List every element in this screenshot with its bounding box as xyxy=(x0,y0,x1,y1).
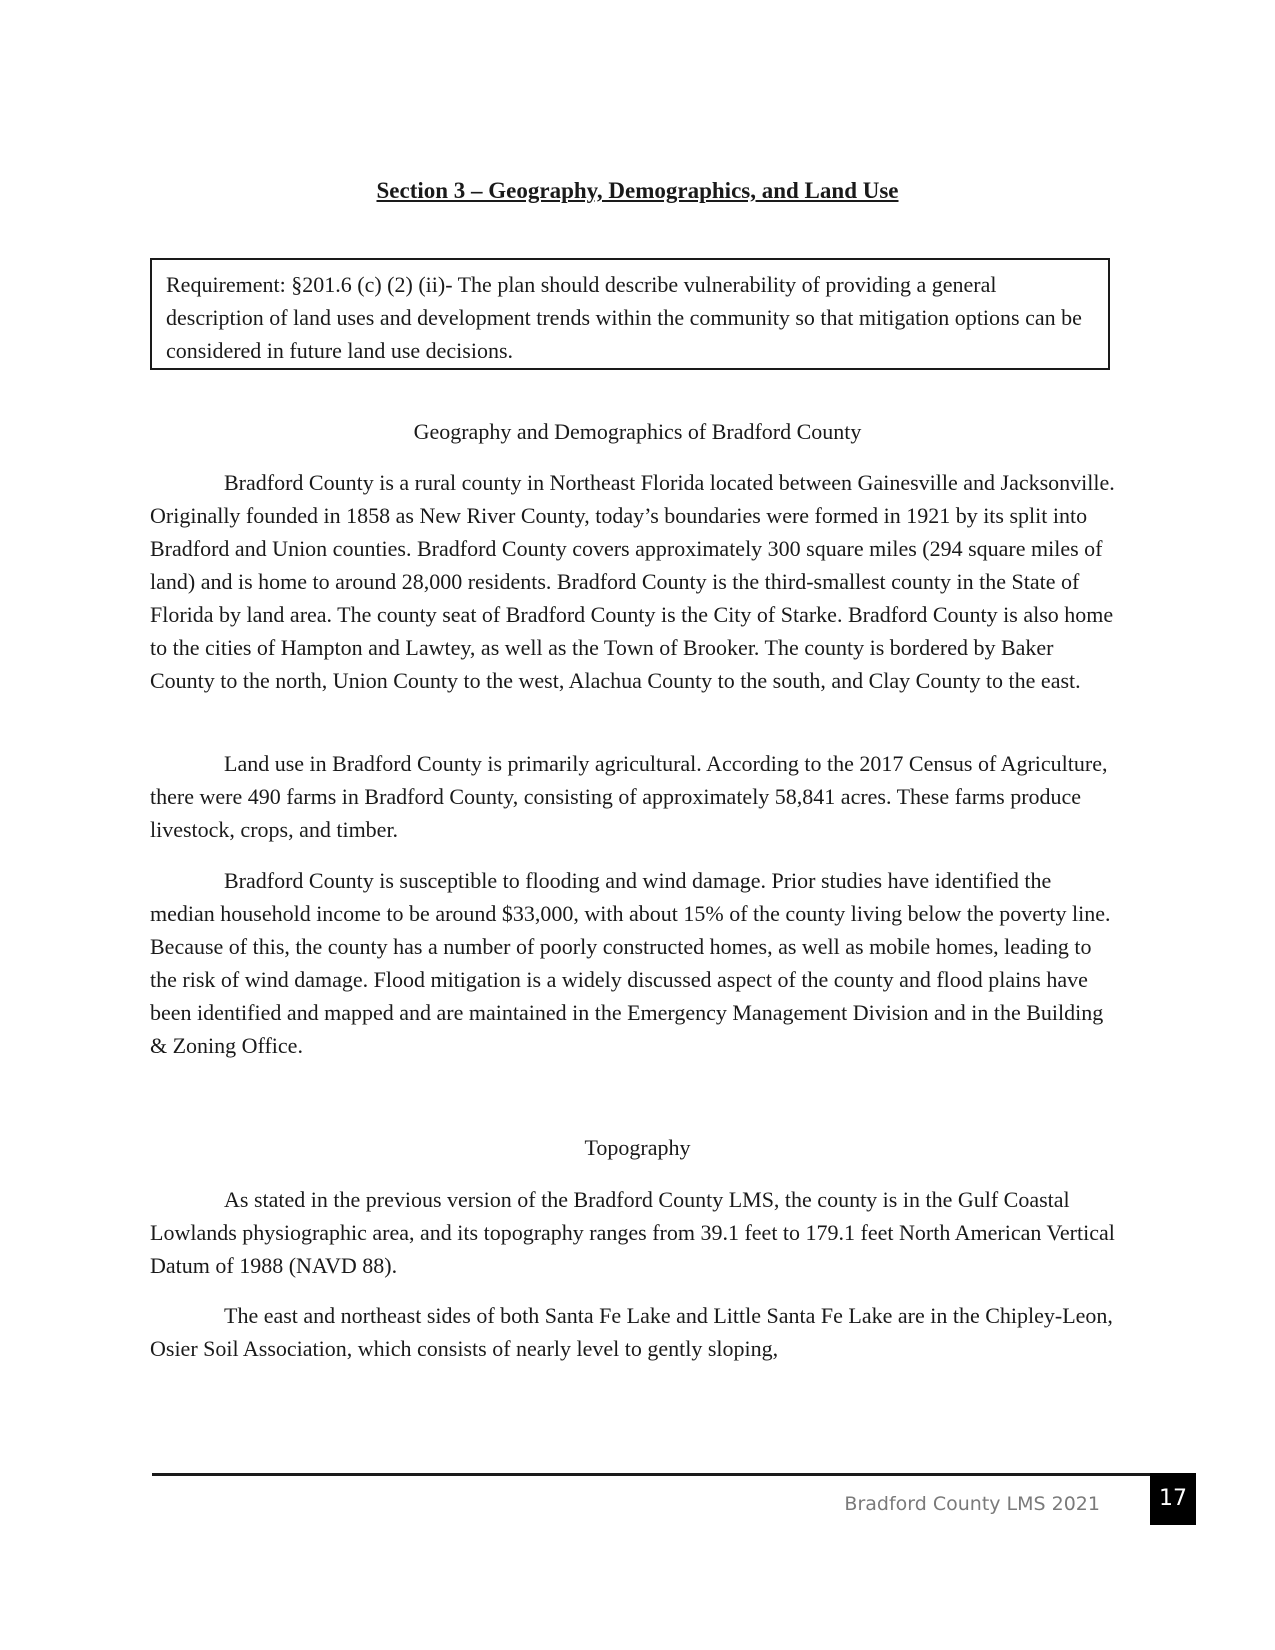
topography-paragraph-1: As stated in the previous version of the Bradford County LMS, the county is in the Gulf Coastal Lowlands physiographic area, and its topography ranges from 39.1 feet to 179.1 feet North American Vertical Datum of 1988 (NAVD 88). xyxy=(150,1187,1115,1278)
footer-divider xyxy=(152,1473,1152,1476)
geography-heading: Geography and Demographics of Bradford County xyxy=(413,419,862,444)
footer-doc-label: Bradford County LMS 2021 xyxy=(844,1493,1100,1515)
geography-paragraph-1: Bradford County is a rural county in Northeast Florida located between Gainesville and Jacksonville. Originally founded in 1858 as New River County, today’s boundaries were formed in 1921 by its split into Bradford and Union counties. Bradford County covers approximately 300 square miles (294 square miles of land) and is home to around 28,000 residents. Bradford County is the third-smallest county in the State of Florida by land area. The county seat of Bradford County is the City of Starke. Bradford County is also home to the cities of Hampton and Lawtey, as well as the Town of Brooker. The county is bordered by Baker County to the north, Union County to the west, Alachua County to the south, and Clay County to the east. xyxy=(150,470,1115,693)
geography-paragraph-2: Land use in Bradford County is primarily agricultural. According to the 2017 Census of Agriculture, there were 490 farms in Bradford County, consisting of approximately 58,841 acres. These farms produce livestock, crops, and timber. xyxy=(150,751,1108,842)
geography-paragraph-3: Bradford County is susceptible to flooding and wind damage. Prior studies have identified the median household income to be around $33,000, with about 15% of the county living below the poverty line. Because of this, the county has a number of poorly constructed homes, as well as mobile homes, leading to the risk of wind damage. Flood mitigation is a widely discussed aspect of the county and flood plains have been identified and mapped and are maintained in the Emergency Management Division and in the Building & Zoning Office. xyxy=(150,868,1111,1058)
topography-paragraph-2: The east and northeast sides of both Santa Fe Lake and Little Santa Fe Lake are in the Chipley-Leon, Osier Soil Association, which consists of nearly level to gently sloping, xyxy=(150,1303,1113,1361)
topography-heading: Topography xyxy=(584,1135,691,1160)
requirement-box: Requirement: §201.6 (c) (2) (ii)- The plan should describe vulnerability of providing a general description of land uses and development trends within the community so that mitigation options can be considered in future land use decisions. xyxy=(150,258,1110,370)
section-title: Section 3 – Geography, Demographics, and Land Use xyxy=(376,178,899,203)
page-number-badge: 17 xyxy=(1150,1473,1196,1525)
